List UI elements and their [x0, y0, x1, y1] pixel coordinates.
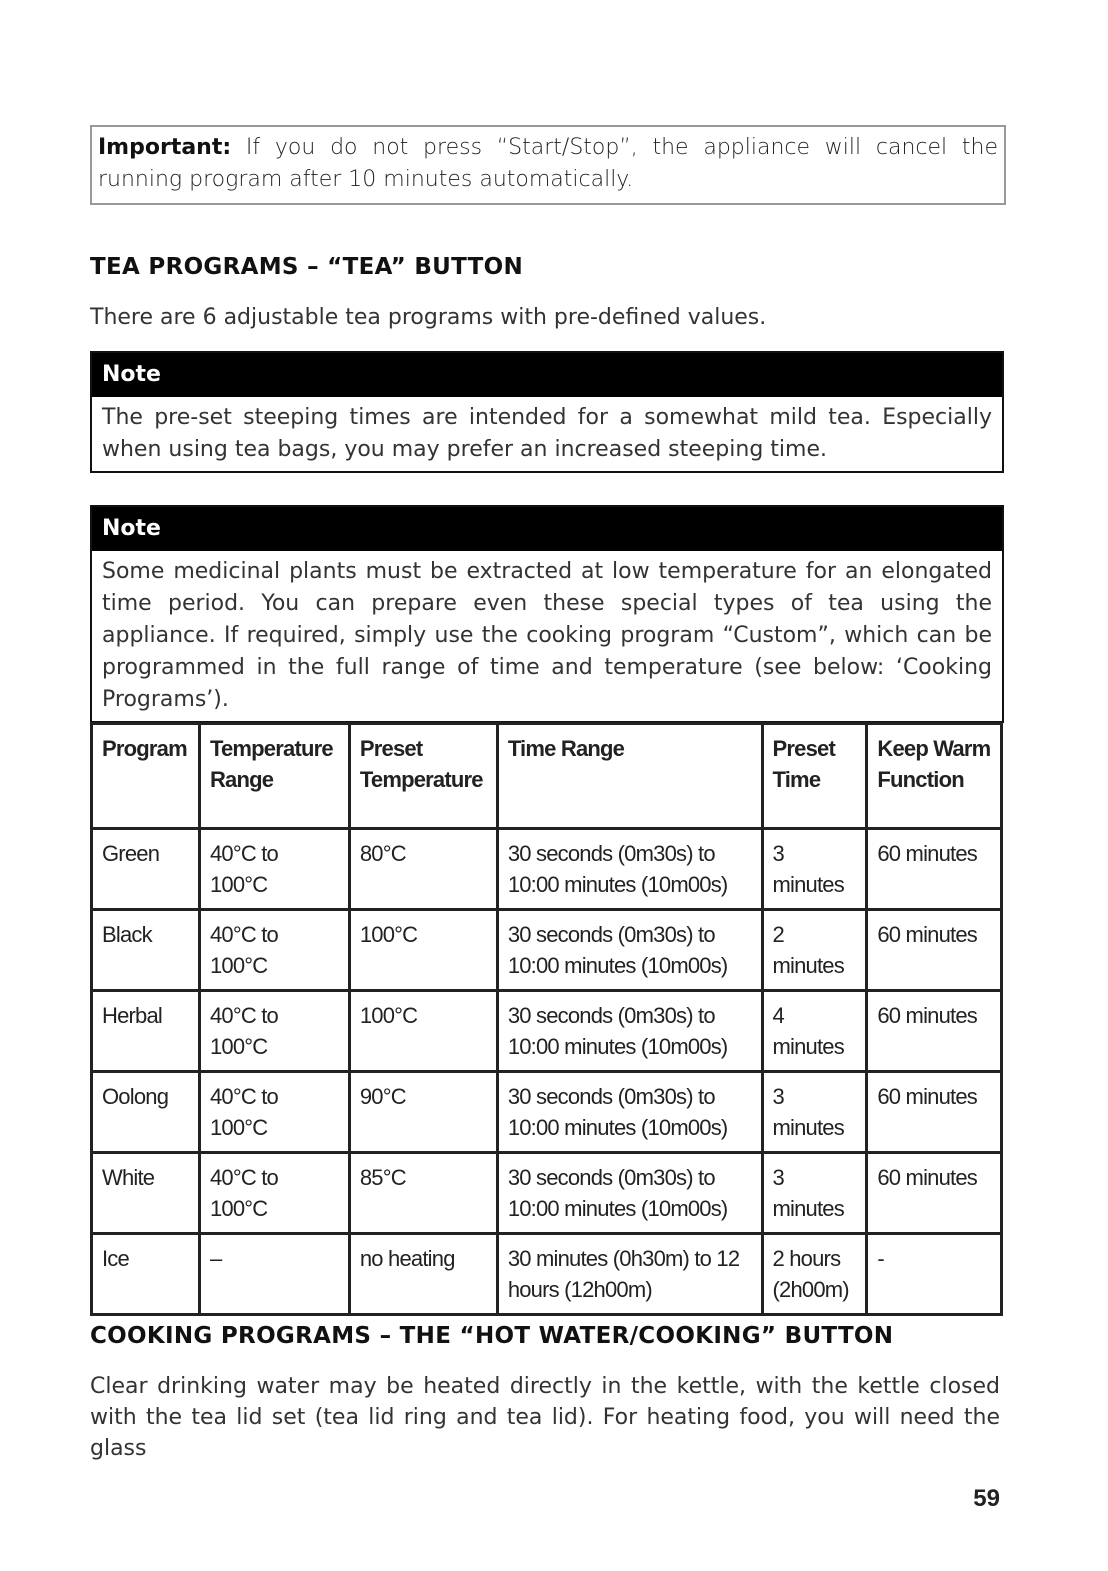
note-title: Note [92, 353, 1002, 397]
table-cell: 60 minutes [867, 910, 1002, 991]
page-number: 59 [973, 1485, 1000, 1512]
table-cell: 3 minutes [762, 1153, 867, 1234]
important-label: Important: [98, 135, 232, 160]
table-cell: 30 seconds (0m30s) to 10:00 minutes (10m00s) [497, 991, 762, 1072]
table-cell: Oolong [92, 1072, 200, 1153]
tea-intro: There are 6 adjustable tea programs with pre-defined values. [90, 305, 767, 330]
table-cell: 85°C [349, 1153, 497, 1234]
column-header: Preset Temperature [349, 724, 497, 829]
table-cell: 40°C to 100°C [199, 991, 349, 1072]
table-cell: 30 minutes (0h30m) to 12 hours (12h00m) [497, 1234, 762, 1315]
table-cell: 60 minutes [867, 1153, 1002, 1234]
column-header: Keep Warm Function [867, 724, 1002, 829]
important-box [90, 125, 1006, 205]
note-box [90, 351, 1004, 473]
table-cell: Black [92, 910, 200, 991]
table-cell: 60 minutes [867, 1072, 1002, 1153]
tea-programs-table [90, 722, 1003, 1316]
table-cell: 4 minutes [762, 991, 867, 1072]
column-header: Temperature Range [199, 724, 349, 829]
table-row [92, 910, 1002, 991]
column-header: Program [92, 724, 200, 829]
table-row [92, 1153, 1002, 1234]
table-cell: 40°C to 100°C [199, 1153, 349, 1234]
table-cell: 80°C [349, 829, 497, 910]
table-cell: 90°C [349, 1072, 497, 1153]
table-row [92, 1072, 1002, 1153]
table-cell: - [867, 1234, 1002, 1315]
table-row [92, 991, 1002, 1072]
important-text: If you do not press “Start/Stop”, the appliance will cancel the running program after 10 minutes automatically. [98, 135, 998, 192]
table-cell: 60 minutes [867, 829, 1002, 910]
table-row [92, 1234, 1002, 1315]
table-cell: Ice [92, 1234, 200, 1315]
table-cell: 40°C to 100°C [199, 910, 349, 991]
column-header: Time Range [497, 724, 762, 829]
table-cell: 30 seconds (0m30s) to 10:00 minutes (10m00s) [497, 910, 762, 991]
table-cell: 2 hours (2h00m) [762, 1234, 867, 1315]
tea-programs-heading: TEA PROGRAMS – “TEA” BUTTON [90, 254, 524, 280]
column-header: Preset Time [762, 724, 867, 829]
table-row [92, 829, 1002, 910]
table-cell: 2 minutes [762, 910, 867, 991]
note-text: The pre-set steeping times are intended for a somewhat mild tea. Especially when using tea bags, you may prefer an increased steeping time. [102, 405, 992, 462]
cooking-programs-heading: COOKING PROGRAMS – THE “HOT WATER/COOKING” BUTTON [90, 1323, 894, 1349]
table-cell: 100°C [349, 910, 497, 991]
table-cell: 3 minutes [762, 829, 867, 910]
cooking-intro: Clear drinking water may be heated directly in the kettle, with the kettle closed with the tea lid set (tea lid ring and tea lid). For heating food, you will need the glass [90, 1374, 1000, 1461]
table-cell: – [199, 1234, 349, 1315]
table-cell: Green [92, 829, 200, 910]
note-box [90, 505, 1004, 723]
table-header-row [92, 724, 1002, 829]
table-cell: 60 minutes [867, 991, 1002, 1072]
table-cell: 40°C to 100°C [199, 829, 349, 910]
table-cell: 100°C [349, 991, 497, 1072]
table-cell: 30 seconds (0m30s) to 10:00 minutes (10m00s) [497, 1153, 762, 1234]
table-cell: 30 seconds (0m30s) to 10:00 minutes (10m00s) [497, 829, 762, 910]
table-cell: White [92, 1153, 200, 1234]
note-text: Some medicinal plants must be extracted at low temperature for an elongated time period. You can prepare even these special types of tea using the appliance. If required, simply use the cooking program “Custom”, which can be programmed in the full range of time and temperature (see below: ‘Cooking Programs’). [102, 559, 992, 712]
table-cell: Herbal [92, 991, 200, 1072]
table-cell: 40°C to 100°C [199, 1072, 349, 1153]
note-title: Note [92, 507, 1002, 551]
table-cell: 30 seconds (0m30s) to 10:00 minutes (10m00s) [497, 1072, 762, 1153]
table-cell: no heating [349, 1234, 497, 1315]
table-cell: 3 minutes [762, 1072, 867, 1153]
